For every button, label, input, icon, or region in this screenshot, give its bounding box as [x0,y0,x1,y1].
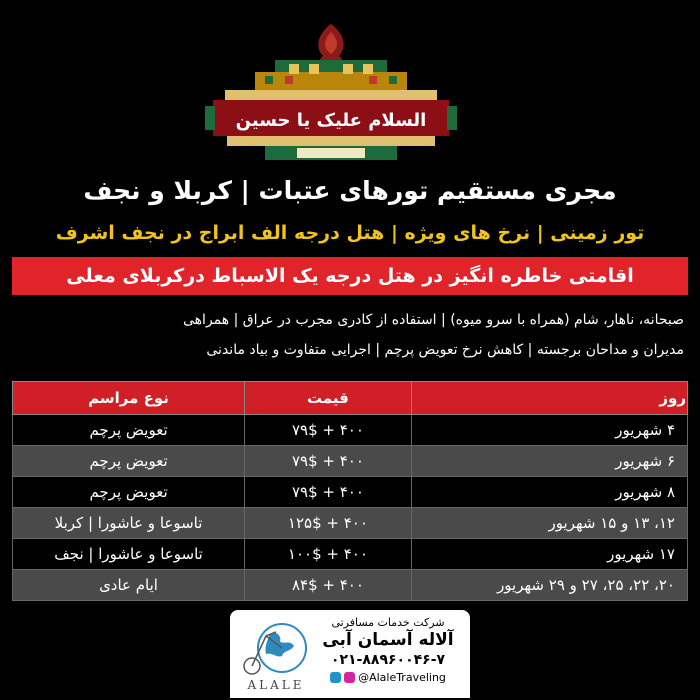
cell-day: ۴ شهریور [411,415,687,446]
social-handle: @AlaleTraveling [358,671,446,684]
social-handle-row[interactable] [318,671,458,684]
table-row [13,508,688,539]
description-line-2: مدیران و مداحان برجسته | کاهش نرخ تعویض پرچم | اجرایی متفاوت و بیاد ماندنی [206,342,684,358]
cell-price: ۴۰۰ + ۱۰۰$ [245,539,412,570]
company-info [318,616,458,684]
company-card [230,610,470,698]
cell-price: ۴۰۰ + ۸۴$ [245,570,412,601]
table-row [13,415,688,446]
calligraphy-emblem [205,20,457,165]
company-tagline: شرکت خدمات مسافرتی [331,616,445,629]
brand-wordmark: ALALE [247,678,305,692]
table-row [13,477,688,508]
headline: مجری مستقیم تورهای عتبات | کربلا و نجف [83,176,617,205]
company-name: آلاله آسمان آبی [322,630,454,650]
table-row [13,539,688,570]
company-phone[interactable]: ۰۲۱-۸۸۹۶۰۰۴۶-۷ [330,652,446,668]
description-line-1: صبحانه، ناهار، شام (همراه با سرو میوه) | استفاده از کادری مجرب در عراق | همراهی [183,312,684,328]
cell-price: ۴۰۰ + ۱۲۵$ [245,508,412,539]
cell-day: ۲۰، ۲۲، ۲۵، ۲۷ و ۲۹ شهریور [411,570,687,601]
cell-day: ۶ شهریور [411,446,687,477]
cell-price: ۴۰۰ + ۷۹$ [245,477,412,508]
description [20,305,684,365]
cell-price: ۴۰۰ + ۷۹$ [245,415,412,446]
cell-type: تعویض پرچم [13,477,245,508]
cell-day: ۱۷ شهریور [411,539,687,570]
cell-price: ۴۰۰ + ۷۹$ [245,446,412,477]
red-banner [12,257,688,295]
telegram-icon [330,672,341,683]
cell-type: تعویض پرچم [13,415,245,446]
cell-type: ایام عادی [13,570,245,601]
svg-text:السلام علیک یا حسین: السلام علیک یا حسین [235,110,427,131]
cell-type: تاسوعا و عاشورا | کربلا [13,508,245,539]
table-row [13,446,688,477]
column-header-day: روز [411,382,687,415]
banner-text: اقامتی خاطره انگیز در هتل درجه یک الاسباط درکربلای معلی [66,265,634,287]
column-header-type: نوع مراسم [13,382,245,415]
table-header-row [13,382,688,415]
cell-day: ۱۲، ۱۳ و ۱۵ شهریور [411,508,687,539]
subheadline: تور زمینی | نرخ های ویژه | هتل درجه الف ابراج در نجف اشرف [55,222,645,244]
column-header-price: قیمت [245,382,412,415]
tour-price-table [12,381,688,601]
instagram-icon [344,672,355,683]
table-row [13,570,688,601]
cell-type: تاسوعا و عاشورا | نجف [13,539,245,570]
cell-type: تعویض پرچم [13,446,245,477]
cell-day: ۸ شهریور [411,477,687,508]
